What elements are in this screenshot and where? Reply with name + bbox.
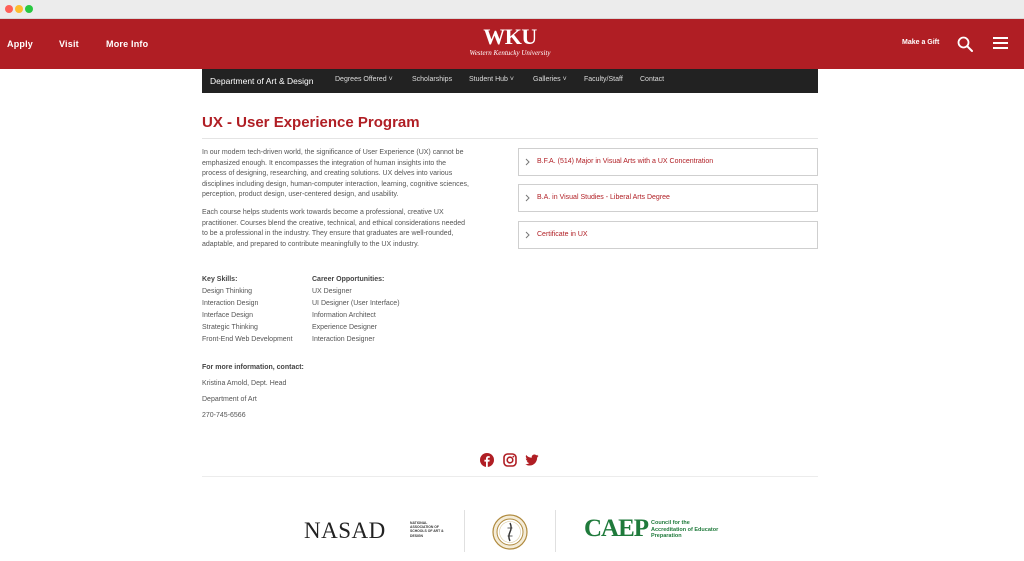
accreditation-seal-icon[interactable] <box>492 514 528 550</box>
course-line: Each course helps students work towards become a professional, creative UX <box>202 209 444 216</box>
skill-item: Interaction Design <box>202 300 259 307</box>
intro-line: perception, product design, user-centered design, and usability. <box>202 191 399 198</box>
career-opportunities-heading: Career Opportunities: <box>312 276 385 283</box>
logo-divider <box>464 510 465 552</box>
window-zoom-button[interactable] <box>25 5 33 13</box>
accordion-label: B.A. in Visual Studies - Liberal Arts Degree <box>537 194 670 201</box>
chevron-right-icon <box>525 194 530 202</box>
window-minimize-button[interactable] <box>15 5 23 13</box>
career-item: Experience Designer <box>312 324 377 331</box>
logo-divider <box>555 510 556 552</box>
key-skills-heading: Key Skills: <box>202 276 238 283</box>
course-line: to be a professional in the industry. They ensure that graduates are well-rounded, <box>202 230 454 237</box>
logo-mark: WKU <box>483 24 537 49</box>
contact-name: Kristina Arnold, Dept. Head <box>202 380 287 387</box>
caep-logo[interactable]: CAEP <box>584 515 649 542</box>
hamburger-menu-icon[interactable] <box>993 36 1008 50</box>
accordion-certificate-ux[interactable] <box>518 221 818 249</box>
nav-student-hub[interactable]: Student Hub ˅ <box>469 76 514 83</box>
nav-faculty-staff[interactable]: Faculty/Staff <box>584 76 623 83</box>
accordion-bfa-ux[interactable] <box>518 148 818 176</box>
intro-line: disciplines including design, human-computer interaction, learning, cognitive sciences, <box>202 180 469 188</box>
career-item: UI Designer (User Interface) <box>312 300 400 307</box>
skill-item: Front-End Web Development <box>202 336 293 343</box>
intro-line: process of designing, researching, and creating solutions. UX delves into various <box>202 170 453 177</box>
nasad-logo[interactable]: NASAD <box>304 518 386 543</box>
department-home-link[interactable]: Department of Art & Design <box>210 76 314 86</box>
nav-scholarships[interactable]: Scholarships <box>412 76 453 83</box>
page-title: UX - User Experience Program <box>202 114 420 131</box>
course-line: adaptable, and prepared to contribute meaningfully to the UX industry. <box>202 240 420 248</box>
make-a-gift-link[interactable]: Make a Gift <box>902 39 940 46</box>
contact-heading: For more information, contact: <box>202 364 304 371</box>
accordion-label: B.F.A. (514) Major in Visual Arts with a UX Concentration <box>537 158 714 165</box>
apply-link[interactable]: Apply <box>7 39 34 49</box>
skill-item: Strategic Thinking <box>202 324 258 331</box>
visit-link[interactable]: Visit <box>59 39 79 49</box>
intro-paragraph <box>202 148 500 201</box>
twitter-icon[interactable] <box>525 453 539 467</box>
nav-degrees-offered[interactable]: Degrees Offered ˅ <box>335 76 393 83</box>
more-info-link[interactable]: More Info <box>106 39 149 49</box>
contact-phone[interactable]: 270-745-6566 <box>202 412 246 419</box>
window-close-button[interactable] <box>5 5 13 13</box>
career-item: Information Architect <box>312 312 376 319</box>
title-divider <box>202 138 818 139</box>
browser-titlebar <box>0 0 1024 19</box>
site-header <box>0 19 1024 69</box>
skill-item: Design Thinking <box>202 288 253 295</box>
intro-line: emphasized enough. It encompasses the integration of human insights into the <box>202 159 446 167</box>
instagram-icon[interactable] <box>503 453 517 467</box>
nav-galleries[interactable]: Galleries ˅ <box>533 76 567 83</box>
chevron-right-icon <box>525 231 530 239</box>
chevron-right-icon <box>525 158 530 166</box>
nav-contact[interactable]: Contact <box>640 76 665 83</box>
department-nav <box>202 69 818 93</box>
accordion-ba-visual-studies[interactable] <box>518 184 818 212</box>
intro-line: In our modern tech-driven world, the significance of User Experience (UX) cannot be <box>202 149 464 156</box>
career-item: UX Designer <box>312 288 352 295</box>
career-item: Interaction Designer <box>312 336 375 343</box>
course-paragraph <box>202 208 500 250</box>
search-icon[interactable] <box>957 36 973 52</box>
skill-item: Interface Design <box>202 312 253 319</box>
wku-logo[interactable] <box>450 25 570 58</box>
course-line: practitioner. Courses blend the creative, technical, and ethical considerations needed <box>202 219 466 227</box>
contact-department: Department of Art <box>202 396 257 403</box>
accordion-label: Certificate in UX <box>537 231 588 238</box>
nasad-subtitle: NATIONAL ASSOCIATION OF SCHOOLS OF ART & DESIGN <box>410 521 444 538</box>
footer-divider <box>202 476 818 477</box>
facebook-icon[interactable] <box>480 453 494 467</box>
caep-subtitle: Council for the Accreditation of Educator Preparation <box>651 520 719 539</box>
logo-subtitle: Western Kentucky University <box>469 49 551 57</box>
